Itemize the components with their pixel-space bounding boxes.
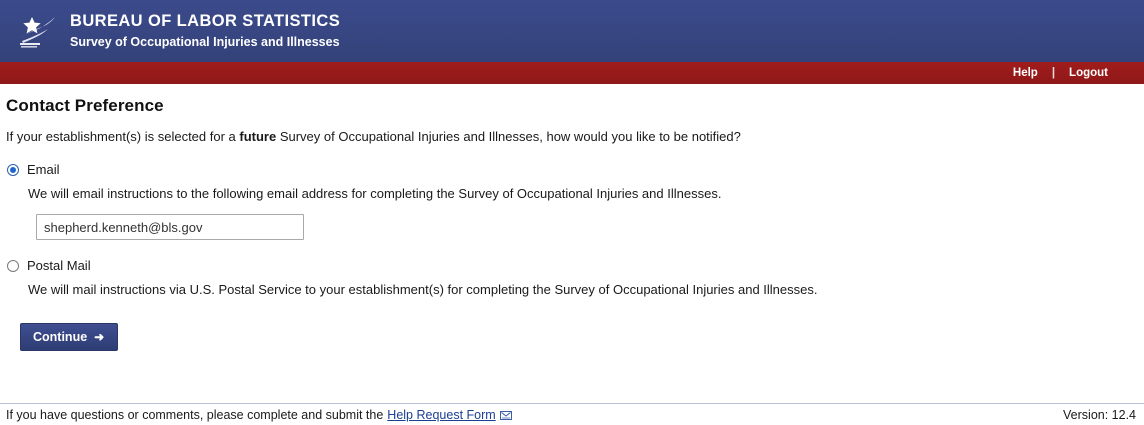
page-footer xyxy=(0,403,1144,425)
header-title: BUREAU OF LABOR STATISTICS xyxy=(70,12,341,31)
help-link[interactable]: Help xyxy=(1012,67,1038,79)
header-text-group xyxy=(70,11,340,50)
question-suffix: Survey of Occupational Injuries and Illnesses, how would you like to be notified? xyxy=(276,129,741,144)
main-content xyxy=(0,84,1144,351)
header-subtitle: Survey of Occupational Injuries and Illnesses xyxy=(70,35,340,49)
arrow-right-icon: ➜ xyxy=(94,330,105,344)
footer-text: If you have questions or comments, please complete and submit the xyxy=(6,407,384,422)
radio-postal-mail[interactable] xyxy=(7,260,19,272)
version-label: Version: 12.4 xyxy=(1063,407,1136,422)
option-postal-mail-label: Postal Mail xyxy=(27,258,91,273)
help-request-form-link[interactable]: Help Request Form xyxy=(387,407,496,422)
option-email-description: We will email instructions to the following email address for completing the Survey of Occupational Injuries and Illnesses. xyxy=(28,186,722,201)
option-email-label: Email xyxy=(27,162,60,177)
navbar-separator: | xyxy=(1051,67,1056,79)
continue-button-label: Continue xyxy=(33,330,88,344)
page-title: Contact Preference xyxy=(6,96,164,115)
question-text xyxy=(6,129,1144,144)
bls-eagle-star-logo-icon xyxy=(14,8,60,54)
option-email-row[interactable] xyxy=(6,162,1144,177)
footer-help-text xyxy=(6,408,513,422)
option-postal-mail xyxy=(6,258,1144,297)
continue-button[interactable] xyxy=(20,323,118,351)
site-header xyxy=(0,0,1144,62)
option-postal-mail-row[interactable] xyxy=(6,258,1144,273)
external-link-icon xyxy=(500,410,513,424)
radio-email[interactable] xyxy=(7,164,19,176)
question-emphasis: future xyxy=(239,129,277,144)
logout-link[interactable]: Logout xyxy=(1069,67,1108,79)
utility-navbar xyxy=(0,62,1144,84)
continue-button-wrap xyxy=(20,323,1144,351)
email-input[interactable] xyxy=(36,214,304,240)
question-prefix: If your establishment(s) is selected for a xyxy=(6,129,240,144)
option-postal-mail-description: We will mail instructions via U.S. Postal Service to your establishment(s) for completing the Survey of Occupational Injuries and Illnesses. xyxy=(28,282,818,297)
option-email xyxy=(6,162,1144,240)
